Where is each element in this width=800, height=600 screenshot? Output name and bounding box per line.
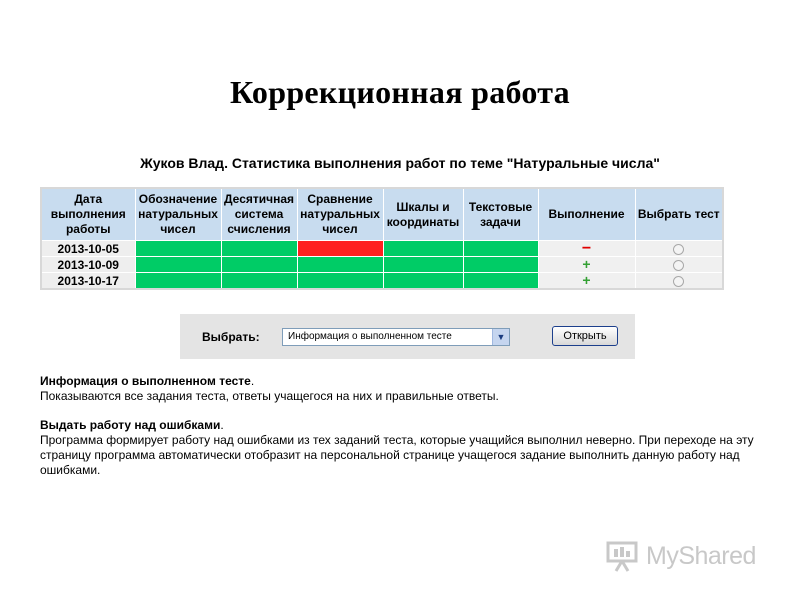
info-title-period: . <box>220 418 224 432</box>
select-test-radio[interactable] <box>673 276 684 287</box>
presentation-board-icon <box>606 540 640 572</box>
info-title-period: . <box>250 374 255 388</box>
info-text: Показываются все задания теста, ответы учащегося на них и правильные ответы. <box>40 389 499 403</box>
completion-cell <box>538 241 635 257</box>
result-cell <box>383 241 463 257</box>
result-cell <box>463 241 538 257</box>
select-cell <box>635 273 723 290</box>
result-cell <box>297 257 383 273</box>
result-cell <box>135 241 221 257</box>
plus-icon: + <box>582 271 591 288</box>
stats-table <box>40 187 724 290</box>
select-label: Выбрать: <box>202 330 260 344</box>
row-date: 2013-10-09 <box>41 257 135 273</box>
result-cell <box>221 241 297 257</box>
select-value: Информация о выполненном тесте <box>288 331 452 342</box>
result-cell <box>135 257 221 273</box>
col-header-date: Дата выполнения работы <box>41 188 135 241</box>
table-row <box>41 257 723 273</box>
info-text: Программа формирует работу над ошибками из тех заданий теста, которые учащийся выполнил неверно. При переходе на эту страницу программа автоматически отобразит на персональной странице учащегося задание выполнить данную работу над ошибками. <box>40 433 754 477</box>
result-cell <box>297 273 383 290</box>
table-row <box>41 241 723 257</box>
result-cell <box>463 273 538 290</box>
result-cell <box>297 241 383 257</box>
col-header-scales: Шкалы и координаты <box>383 188 463 241</box>
info-block-test-info <box>40 374 760 404</box>
completion-cell <box>538 273 635 290</box>
result-cell <box>383 257 463 273</box>
info-title: Выдать работу над ошибками <box>40 418 221 432</box>
open-button[interactable]: Открыть <box>552 326 618 346</box>
result-cell <box>463 257 538 273</box>
col-header-decimal: Десятичная система счисления <box>221 188 297 241</box>
completion-cell <box>538 257 635 273</box>
result-cell <box>383 273 463 290</box>
minus-icon: − <box>581 239 592 257</box>
select-cell <box>635 241 723 257</box>
watermark-text: MyShared <box>646 542 756 570</box>
watermark-logo <box>606 540 776 572</box>
chevron-down-icon[interactable]: ▼ <box>492 329 509 345</box>
info-block-error-work <box>40 418 760 478</box>
col-header-comparison: Сравнение натуральных чисел <box>297 188 383 241</box>
select-panel <box>180 314 635 359</box>
result-cell <box>221 257 297 273</box>
slide-title: Коррекционная работа <box>230 74 570 110</box>
row-date: 2013-10-17 <box>41 273 135 290</box>
stats-heading: Жуков Влад. Статистика выполнения работ по теме "Натуральные числа" <box>140 155 660 171</box>
table-row <box>41 273 723 290</box>
result-cell <box>221 273 297 290</box>
table-header-row <box>41 188 723 241</box>
select-test-radio[interactable] <box>673 260 684 271</box>
col-header-text-tasks: Текстовые задачи <box>463 188 538 241</box>
test-action-select[interactable] <box>282 328 510 346</box>
result-cell <box>135 273 221 290</box>
plus-icon: + <box>582 255 591 272</box>
select-test-radio[interactable] <box>673 244 684 255</box>
select-cell <box>635 257 723 273</box>
col-header-completion: Выполнение <box>538 188 635 241</box>
row-date: 2013-10-05 <box>41 241 135 257</box>
col-header-notation: Обозначение натуральных чисел <box>135 188 221 241</box>
col-header-select-test: Выбрать тест <box>635 188 723 241</box>
info-title: Информация о выполненном тесте <box>40 374 251 388</box>
